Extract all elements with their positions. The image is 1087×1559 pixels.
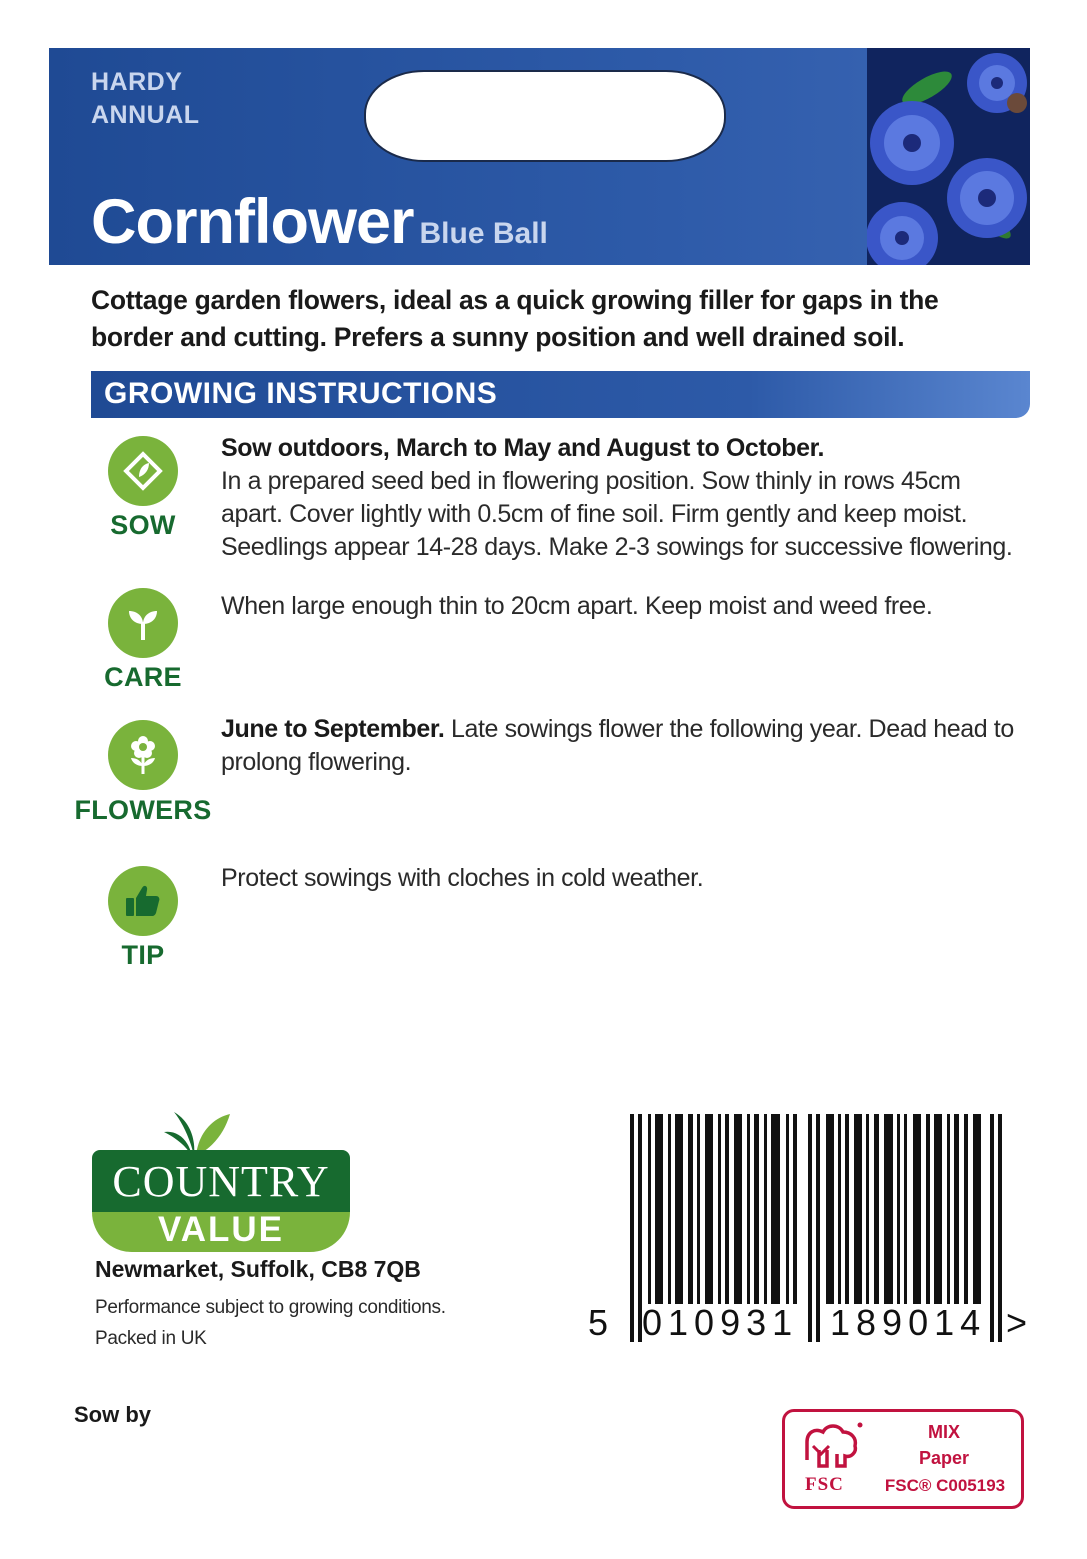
- category-line1: HARDY: [91, 68, 183, 96]
- fsc-label: [782, 1409, 1024, 1509]
- step-care-text: [221, 590, 1021, 623]
- step-sow-text: [221, 432, 1021, 564]
- growing-instructions-banner: [91, 371, 1030, 418]
- plant-name: Cornflower: [91, 187, 414, 257]
- country-value-logo: [92, 1108, 352, 1248]
- step-label-tip: TIP: [121, 940, 165, 970]
- variety-name: Blue Ball: [419, 217, 548, 250]
- category-line2: ANNUAL: [91, 101, 200, 129]
- thumbs-up-icon: [108, 866, 178, 936]
- seed-packet-icon: [108, 436, 178, 506]
- plant-category: [91, 66, 200, 132]
- barcode-number: [588, 1302, 1028, 1344]
- barcode-left-group: 010931: [642, 1302, 799, 1343]
- brand-line1: COUNTRY: [112, 1157, 330, 1206]
- section-title: GROWING INSTRUCTIONS: [104, 377, 498, 410]
- packet-header: [49, 48, 1030, 265]
- flowers-instructions: Late sowings flower the following year. Dead head to prolong flowering.: [221, 715, 1014, 776]
- packed-in-note: Packed in UK: [95, 1328, 207, 1349]
- barcode-first-digit: 5: [588, 1302, 609, 1343]
- step-flowers-text: [221, 713, 1021, 779]
- tip-instructions: Protect sowings with cloches in cold weather.: [221, 864, 704, 892]
- fsc-logo-text: FSC: [805, 1474, 844, 1495]
- product-description: Cottage garden flowers, ideal as a quick growing filler for gaps in the border and cutting. Prefers a sunny position and well drained soil.: [91, 285, 939, 352]
- fsc-license-code: FSC® C005193: [884, 1476, 1006, 1495]
- barcode-end-marker: >: [1006, 1302, 1028, 1343]
- step-label-sow: SOW: [110, 510, 176, 540]
- care-instructions: When large enough thin to 20cm apart. Keep moist and weed free.: [221, 592, 933, 620]
- fsc-mix: MIX: [927, 1422, 960, 1442]
- product-title: [91, 186, 548, 258]
- fsc-paper: Paper: [918, 1448, 970, 1468]
- barcode-right-group: 189014: [830, 1302, 987, 1343]
- step-label-care: CARE: [104, 662, 182, 692]
- flowering-period: June to September.: [221, 715, 445, 743]
- step-tip-text: [221, 862, 1021, 895]
- sow-by-label: Sow by: [74, 1402, 152, 1427]
- flower-icon: [108, 720, 178, 790]
- step-label-flowers: FLOWERS: [74, 795, 212, 825]
- performance-note: Performance subject to growing conditions.: [95, 1297, 446, 1318]
- packet-window-cutout: [364, 70, 726, 162]
- seedling-icon: [108, 588, 178, 658]
- sow-instructions: In a prepared seed bed in flowering position. Sow thinly in rows 45cm apart. Cover lightly with 0.5cm of fine soil. Firm gently and keep moist. Seedlings appear 14-28 days. Make 2-3 sowings for successive flowering.: [221, 467, 1013, 561]
- brand-line2: VALUE: [157, 1210, 285, 1249]
- cornflower-photo: [867, 48, 1030, 265]
- fsc-tree-icon: [799, 1420, 865, 1476]
- company-address: Newmarket, Suffolk, CB8 7QB: [95, 1256, 421, 1282]
- disclaimer: [95, 1292, 446, 1354]
- sow-timing: Sow outdoors, March to May and August to October.: [221, 434, 825, 462]
